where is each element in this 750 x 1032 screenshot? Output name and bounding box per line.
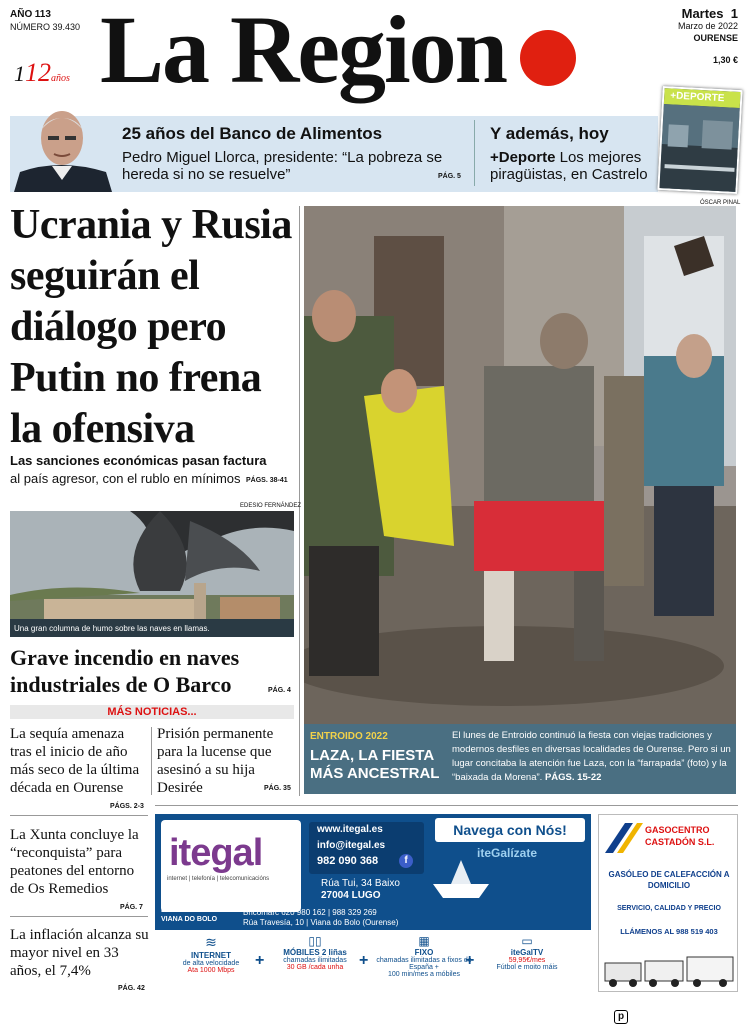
wifi-icon: ≋ <box>205 934 217 950</box>
main-sub-text: al país agresor, con el rublo en mínimos <box>10 471 241 486</box>
brief-prision-text: Prisión permanente para la lucense que asesinó a su hija Desirée <box>157 726 274 796</box>
brief-xunta-page: PÁG. 7 <box>120 904 143 911</box>
product-fixo-detail: 100 min/mes a móbiles <box>388 971 460 978</box>
anniv-number: 12 <box>25 58 51 87</box>
product-internet-title: INTERNET <box>191 951 231 960</box>
itegal-address <box>321 878 400 902</box>
deporte-label: +Deporte <box>490 149 556 166</box>
anniv-suffix: años <box>51 73 70 84</box>
fire-photo-credit: EDESIO FERNÁNDEZ <box>240 503 302 509</box>
teaser-ademas[interactable] <box>490 124 656 183</box>
product-mobiles-detail: 30 GB /cada unha <box>286 964 344 971</box>
main-sub-bold: Las sanciones económicas pasan factura <box>10 453 267 468</box>
paper-boat-icon <box>431 854 491 904</box>
big-photo-credit: ÓSCAR PINAL <box>700 200 741 206</box>
gasocentro-line3: LLÁMENOS AL 988 519 403 <box>620 927 718 936</box>
product-fixo <box>369 934 479 978</box>
month-year: Marzo de 2022 <box>677 21 738 31</box>
plus-icon: + <box>359 952 369 969</box>
product-tv-sub: 59,95€/mes <box>508 957 546 964</box>
brief-divider <box>151 727 152 795</box>
portrait-photo <box>10 100 116 192</box>
brief-inflacion-page: PÁG. 42 <box>118 985 145 992</box>
brief-separator <box>10 815 148 816</box>
mas-noticias-bar: MÁS NOTICIAS... <box>10 705 294 719</box>
ad-separator <box>155 805 738 806</box>
fire-photo-caption: Una gran columna de humo sobre las naves en llamas. <box>14 624 210 633</box>
teaser-page: PÁG. 5 <box>438 173 461 180</box>
facebook-icon: f <box>399 854 413 868</box>
plus-icon: + <box>465 952 475 969</box>
teaser-banco-alimentos[interactable] <box>122 124 467 183</box>
brief-prision-page: PÁG. 35 <box>264 785 291 792</box>
deporte-text: Los mejores piragüistas, en Castrelo <box>490 149 648 183</box>
issue-number: NÚMERO 39.430 <box>10 22 81 32</box>
entroido-text <box>452 729 734 785</box>
itegal-address1: Rúa Tui, 34 Baixo <box>321 878 400 889</box>
anniv-prefix: 1 <box>14 61 25 86</box>
itegal-slogan: Navega con Nós! <box>435 818 585 842</box>
main-headline[interactable]: Ucrania y Rusia seguirán el diálogo pero Putin no frena la ofensiva <box>10 202 292 452</box>
year-label: AÑO <box>10 9 33 20</box>
itegal-dist-addr: Rúa Travesía, 10 | Viana do Bolo (Ourense) <box>243 918 399 927</box>
gasocentro-line2: SERVICIO, CALIDAD Y PRECIO <box>617 905 721 912</box>
itegal-address2: 27004 LUGO <box>321 890 381 901</box>
newspaper-logo[interactable]: La Region <box>100 0 507 103</box>
gasocentro-line1: GASÓLEO DE CALEFACCIÓN A DOMICILIO <box>608 870 730 890</box>
gasocentro-logo-icon <box>605 823 643 853</box>
itegal-dist-phone: Bricomarc 620 980 162 | 988 329 269 <box>243 908 377 917</box>
product-internet-detail: Ata 1000 Mbps <box>187 967 235 974</box>
entroido-body: El lunes de Entroido continuó la fiesta con viejas tradiciones y modernos desfiles en diversas localidades de Ourense. Pero si un lugar concitaba la atención fue Laza, con la “farrapada” (foto) y la “baixada da Morena”. <box>452 730 731 783</box>
tanker-trucks-image <box>603 953 735 989</box>
product-fixo-title: FIXO <box>414 948 434 957</box>
deporte-thumb-image <box>659 104 742 194</box>
brief-sequia[interactable] <box>10 725 148 797</box>
edition: OURENSE <box>693 33 738 43</box>
product-internet <box>163 934 259 974</box>
brief-xunta-text: La Xunta concluye la “reconquista” para peatones del entorno de Os Remedios <box>10 827 139 897</box>
product-tv <box>477 934 577 971</box>
brief-separator <box>10 916 148 917</box>
phone-icon: ▯▯ <box>308 934 322 948</box>
itegal-phone: 982 090 368 <box>317 855 379 867</box>
product-tv-detail: Fútbol e moito máis <box>496 964 558 971</box>
entroido-headline[interactable]: LAZA, LA FIESTA MÁS ANCESTRAL <box>310 747 440 782</box>
ademas-title: Y además, hoy <box>490 124 609 143</box>
main-pages: PÁGS. 38-41 <box>246 477 288 484</box>
corner-p-icon[interactable]: p <box>614 1010 628 1024</box>
itegal-web: www.itegal.es <box>317 824 383 835</box>
weekday: Martes <box>681 6 724 21</box>
product-mobiles-title: MÓBILES 2 liñas <box>283 948 347 957</box>
product-fixo-sub: chamadas ilimitadas a fixos de España + <box>376 957 472 971</box>
brief-sequia-page: PÁGS. 2-3 <box>110 803 144 810</box>
entroido-tag: ENTROIDO 2022 <box>310 731 388 742</box>
itegal-slogan2: iteGalízate <box>477 846 538 860</box>
deporte-thumb-label: +DEPORTE <box>664 88 741 108</box>
product-mobiles-sub: chamadas ilimitadas <box>283 957 347 964</box>
day: 1 <box>730 6 738 21</box>
brief-xunta[interactable] <box>10 826 150 898</box>
gasocentro-brand1: GASOCENTRO <box>645 825 710 835</box>
teaser-title: 25 años del Banco de Alimentos <box>122 124 383 143</box>
entroido-pages: PÁGS. 15-22 <box>544 772 602 783</box>
deporte-supplement-thumbnail[interactable] <box>657 86 742 194</box>
gasocentro-ad[interactable] <box>598 814 738 992</box>
fire-headline[interactable] <box>10 644 300 698</box>
column-divider <box>299 206 300 796</box>
laza-photo[interactable] <box>304 206 736 724</box>
tv-icon: ▭ <box>521 934 533 948</box>
anniversary-badge <box>14 58 70 88</box>
product-tv-title: iteGalTV <box>510 948 544 957</box>
date-block <box>648 8 738 66</box>
itegal-email: info@itegal.es <box>317 840 386 851</box>
fire-headline-text: Grave incendio en naves industriales de O Barco <box>10 645 240 697</box>
plus-icon: + <box>255 952 265 969</box>
teaser-text: Pedro Miguel Llorca, presidente: “La pobreza se hereda si no se resuelve” <box>122 149 443 183</box>
itegal-dist-label: DISTRIBUIDOR EN VIANA DO BOLO <box>161 907 224 923</box>
itegal-logo: itegal <box>169 832 263 874</box>
band-divider <box>474 120 475 186</box>
product-internet-sub: de alta velocidade <box>182 960 240 967</box>
price: 1,30 € <box>712 55 738 65</box>
itegal-tagline: internet | telefonía | telecomunicacións <box>167 876 270 882</box>
itegal-ad[interactable] <box>155 814 591 992</box>
brief-inflacion[interactable] <box>10 926 150 980</box>
landline-icon: ▦ <box>418 934 430 948</box>
fire-page: PÁG. 4 <box>268 687 291 694</box>
fire-photo[interactable] <box>10 511 294 637</box>
brief-sequia-text: La sequía amenaza tras el inicio de año más seco de la última década en Ourense <box>10 726 140 796</box>
masthead-info <box>10 8 110 33</box>
product-mobiles <box>267 934 363 971</box>
brief-inflacion-text: La inflación alcanza su mayor nivel en 33 años, el 7,4% <box>10 927 149 979</box>
gasocentro-brand2: CASTADÓN S.L. <box>645 837 715 847</box>
year-value: 113 <box>34 9 51 20</box>
